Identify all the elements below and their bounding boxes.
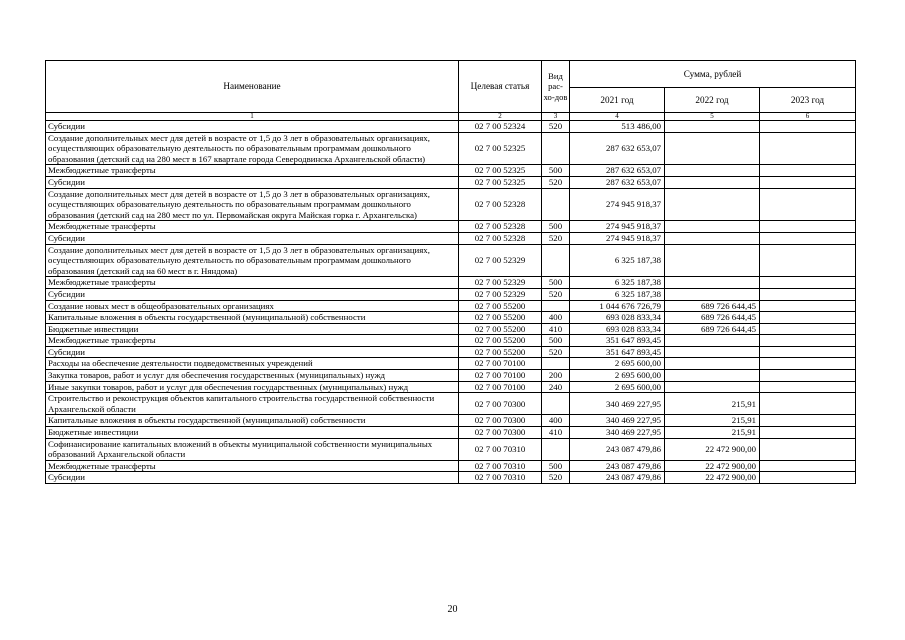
table-row — [46, 381, 856, 393]
cell-name: Межбюджетные трансферты — [46, 460, 459, 472]
cell-target-code: 02 7 00 52328 — [459, 221, 542, 233]
cell-expense-type: 500 — [542, 460, 570, 472]
table-row — [46, 312, 856, 324]
table-row — [46, 346, 856, 358]
cell-target-code: 02 7 00 52329 — [459, 277, 542, 289]
cell-sum-2023 — [760, 277, 856, 289]
cell-sum-2021: 274 945 918,37 — [570, 221, 665, 233]
cell-sum-2021: 693 028 833,34 — [570, 312, 665, 324]
cell-sum-2021: 2 695 600,00 — [570, 370, 665, 382]
cell-target-code: 02 7 00 52324 — [459, 121, 542, 133]
cell-name: Межбюджетные трансферты — [46, 335, 459, 347]
cell-sum-2022 — [665, 232, 760, 244]
column-number: 1 — [46, 113, 459, 121]
cell-name: Межбюджетные трансферты — [46, 165, 459, 177]
cell-target-code: 02 7 00 70310 — [459, 438, 542, 460]
cell-sum-2021: 243 087 479,86 — [570, 460, 665, 472]
cell-target-code: 02 7 00 70300 — [459, 427, 542, 439]
cell-target-code: 02 7 00 52328 — [459, 188, 542, 221]
cell-target-code: 02 7 00 70300 — [459, 415, 542, 427]
cell-name: Субсидии — [46, 176, 459, 188]
cell-target-code: 02 7 00 70310 — [459, 460, 542, 472]
cell-sum-2023 — [760, 472, 856, 484]
cell-expense-type: 520 — [542, 346, 570, 358]
cell-target-code: 02 7 00 55200 — [459, 323, 542, 335]
cell-sum-2022 — [665, 370, 760, 382]
cell-sum-2022 — [665, 288, 760, 300]
cell-target-code: 02 7 00 52325 — [459, 176, 542, 188]
cell-expense-type — [542, 188, 570, 221]
cell-target-code: 02 7 00 55200 — [459, 312, 542, 324]
cell-sum-2021: 340 469 227,95 — [570, 415, 665, 427]
cell-sum-2023 — [760, 244, 856, 277]
table-row — [46, 121, 856, 133]
cell-sum-2023 — [760, 132, 856, 165]
cell-expense-type — [542, 393, 570, 415]
cell-name: Создание дополнительных мест для детей в возрасте от 1,5 до 3 лет в образовательных организациях, осуществляющих образовательную деятельность по образовательным программам дошкольного образования (детский сад на 280 мест по ул. Первомайская округа Майская горка г. Архангельска) — [46, 188, 459, 221]
table-row — [46, 427, 856, 439]
cell-sum-2023 — [760, 312, 856, 324]
cell-sum-2021: 513 486,00 — [570, 121, 665, 133]
table-row — [46, 277, 856, 289]
cell-sum-2023 — [760, 346, 856, 358]
cell-sum-2022 — [665, 132, 760, 165]
cell-sum-2022: 22 472 900,00 — [665, 472, 760, 484]
table-row — [46, 438, 856, 460]
col-header-2021: 2021 год — [570, 88, 665, 113]
cell-sum-2022 — [665, 346, 760, 358]
col-header-sum: Сумма, рублей — [570, 61, 856, 88]
table-row — [46, 132, 856, 165]
cell-expense-type: 500 — [542, 277, 570, 289]
cell-sum-2021: 274 945 918,37 — [570, 232, 665, 244]
cell-sum-2022: 215,91 — [665, 415, 760, 427]
cell-target-code: 02 7 00 55200 — [459, 300, 542, 312]
cell-sum-2022 — [665, 277, 760, 289]
cell-target-code: 02 7 00 70100 — [459, 381, 542, 393]
cell-name: Капитальные вложения в объекты государственной (муниципальной) собственности — [46, 415, 459, 427]
cell-sum-2022 — [665, 176, 760, 188]
cell-name: Бюджетные инвестиции — [46, 323, 459, 335]
cell-sum-2023 — [760, 121, 856, 133]
cell-expense-type: 500 — [542, 221, 570, 233]
cell-sum-2021: 6 325 187,38 — [570, 277, 665, 289]
table-row — [46, 188, 856, 221]
column-number: 3 — [542, 113, 570, 121]
cell-name: Строительство и реконструкция объектов капитального строительства государственной собственности Архангельской области — [46, 393, 459, 415]
budget-table — [45, 60, 856, 484]
cell-sum-2021: 351 647 893,45 — [570, 335, 665, 347]
cell-sum-2021: 693 028 833,34 — [570, 323, 665, 335]
col-header-target: Целевая статья — [459, 61, 542, 113]
cell-sum-2022 — [665, 121, 760, 133]
cell-sum-2021: 243 087 479,86 — [570, 472, 665, 484]
cell-name: Создание новых мест в общеобразовательных организациях — [46, 300, 459, 312]
table-row — [46, 176, 856, 188]
cell-target-code: 02 7 00 52329 — [459, 288, 542, 300]
cell-name: Бюджетные инвестиции — [46, 427, 459, 439]
cell-sum-2023 — [760, 176, 856, 188]
cell-name: Межбюджетные трансферты — [46, 277, 459, 289]
col-header-2023: 2023 год — [760, 88, 856, 113]
cell-sum-2023 — [760, 221, 856, 233]
column-number-row — [46, 113, 856, 121]
page-number: 20 — [447, 604, 458, 615]
cell-sum-2022: 215,91 — [665, 427, 760, 439]
cell-sum-2021: 6 325 187,38 — [570, 288, 665, 300]
column-number: 2 — [459, 113, 542, 121]
cell-sum-2022 — [665, 358, 760, 370]
cell-sum-2023 — [760, 300, 856, 312]
cell-sum-2023 — [760, 188, 856, 221]
table-row — [46, 358, 856, 370]
col-header-vid: Вид рас-хо-дов — [542, 61, 570, 113]
column-number: 6 — [760, 113, 856, 121]
cell-target-code: 02 7 00 55200 — [459, 346, 542, 358]
table-row — [46, 370, 856, 382]
cell-sum-2022: 689 726 644,45 — [665, 300, 760, 312]
cell-sum-2023 — [760, 370, 856, 382]
cell-expense-type — [542, 132, 570, 165]
cell-target-code: 02 7 00 70100 — [459, 358, 542, 370]
cell-sum-2021: 243 087 479,86 — [570, 438, 665, 460]
cell-expense-type: 520 — [542, 472, 570, 484]
col-header-name: Наименование — [46, 61, 459, 113]
cell-name: Субсидии — [46, 121, 459, 133]
cell-sum-2022 — [665, 188, 760, 221]
cell-target-code: 02 7 00 52328 — [459, 232, 542, 244]
cell-sum-2021: 274 945 918,37 — [570, 188, 665, 221]
cell-sum-2023 — [760, 393, 856, 415]
cell-expense-type: 400 — [542, 312, 570, 324]
table-row — [46, 288, 856, 300]
cell-target-code: 02 7 00 52329 — [459, 244, 542, 277]
cell-expense-type: 410 — [542, 427, 570, 439]
cell-name: Субсидии — [46, 232, 459, 244]
cell-sum-2022 — [665, 221, 760, 233]
cell-sum-2023 — [760, 438, 856, 460]
cell-sum-2023 — [760, 323, 856, 335]
cell-name: Создание дополнительных мест для детей в возрасте от 1,5 до 3 лет в образовательных организациях, осуществляющих образовательную деятельность по образовательным программам дошкольного образования (детский сад на 280 мест в 167 квартале города Северодвинска Архангельской области) — [46, 132, 459, 165]
cell-expense-type — [542, 438, 570, 460]
table-row — [46, 323, 856, 335]
header-row — [46, 61, 856, 88]
cell-expense-type — [542, 244, 570, 277]
cell-sum-2023 — [760, 415, 856, 427]
cell-target-code: 02 7 00 52325 — [459, 132, 542, 165]
cell-name: Иные закупки товаров, работ и услуг для обеспечения государственных (муниципальных) нужд — [46, 381, 459, 393]
cell-expense-type: 200 — [542, 370, 570, 382]
cell-sum-2021: 2 695 600,00 — [570, 358, 665, 370]
cell-sum-2022 — [665, 335, 760, 347]
cell-expense-type: 240 — [542, 381, 570, 393]
table-row — [46, 300, 856, 312]
cell-sum-2021: 2 695 600,00 — [570, 381, 665, 393]
cell-name: Закупка товаров, работ и услуг для обеспечения государственных (муниципальных) нужд — [46, 370, 459, 382]
table-row — [46, 244, 856, 277]
cell-sum-2022 — [665, 244, 760, 277]
cell-target-code: 02 7 00 70100 — [459, 370, 542, 382]
cell-sum-2023 — [760, 335, 856, 347]
cell-expense-type: 520 — [542, 121, 570, 133]
col-header-2022: 2022 год — [665, 88, 760, 113]
cell-sum-2021: 1 044 676 726,79 — [570, 300, 665, 312]
cell-target-code: 02 7 00 70310 — [459, 472, 542, 484]
column-number: 5 — [665, 113, 760, 121]
cell-name: Софинансирование капитальных вложений в объекты муниципальной собственности муниципальных образований Архангельской области — [46, 438, 459, 460]
cell-name: Создание дополнительных мест для детей в возрасте от 1,5 до 3 лет в образовательных организациях, осуществляющих образовательную деятельность по образовательным программам дошкольного образования (детский сад на 60 мест в г. Няндома) — [46, 244, 459, 277]
cell-sum-2023 — [760, 165, 856, 177]
cell-expense-type: 500 — [542, 335, 570, 347]
cell-sum-2023 — [760, 381, 856, 393]
cell-sum-2021: 340 469 227,95 — [570, 393, 665, 415]
cell-name: Межбюджетные трансферты — [46, 221, 459, 233]
cell-expense-type: 500 — [542, 165, 570, 177]
cell-expense-type — [542, 358, 570, 370]
cell-sum-2022 — [665, 381, 760, 393]
cell-name: Субсидии — [46, 346, 459, 358]
cell-sum-2021: 6 325 187,38 — [570, 244, 665, 277]
cell-expense-type — [542, 300, 570, 312]
table-row — [46, 393, 856, 415]
table-row — [46, 221, 856, 233]
cell-sum-2022 — [665, 165, 760, 177]
table-row — [46, 472, 856, 484]
cell-sum-2023 — [760, 232, 856, 244]
cell-expense-type: 520 — [542, 232, 570, 244]
cell-sum-2022: 689 726 644,45 — [665, 323, 760, 335]
cell-sum-2022: 22 472 900,00 — [665, 438, 760, 460]
cell-sum-2023 — [760, 427, 856, 439]
cell-name: Субсидии — [46, 288, 459, 300]
cell-sum-2021: 351 647 893,45 — [570, 346, 665, 358]
cell-sum-2022: 215,91 — [665, 393, 760, 415]
cell-sum-2023 — [760, 288, 856, 300]
table-row — [46, 335, 856, 347]
cell-name: Субсидии — [46, 472, 459, 484]
table-row — [46, 232, 856, 244]
cell-expense-type: 400 — [542, 415, 570, 427]
cell-expense-type: 520 — [542, 176, 570, 188]
cell-target-code: 02 7 00 70300 — [459, 393, 542, 415]
cell-expense-type: 410 — [542, 323, 570, 335]
cell-sum-2021: 287 632 653,07 — [570, 176, 665, 188]
cell-sum-2023 — [760, 460, 856, 472]
cell-sum-2022: 22 472 900,00 — [665, 460, 760, 472]
table-row — [46, 460, 856, 472]
cell-name: Капитальные вложения в объекты государственной (муниципальной) собственности — [46, 312, 459, 324]
cell-sum-2021: 340 469 227,95 — [570, 427, 665, 439]
cell-sum-2023 — [760, 358, 856, 370]
cell-target-code: 02 7 00 52325 — [459, 165, 542, 177]
cell-expense-type: 520 — [542, 288, 570, 300]
column-number: 4 — [570, 113, 665, 121]
cell-name: Расходы на обеспечение деятельности подведомственных учреждений — [46, 358, 459, 370]
cell-sum-2021: 287 632 653,07 — [570, 132, 665, 165]
table-row — [46, 165, 856, 177]
cell-target-code: 02 7 00 55200 — [459, 335, 542, 347]
cell-sum-2022: 689 726 644,45 — [665, 312, 760, 324]
cell-sum-2021: 287 632 653,07 — [570, 165, 665, 177]
table-row — [46, 415, 856, 427]
